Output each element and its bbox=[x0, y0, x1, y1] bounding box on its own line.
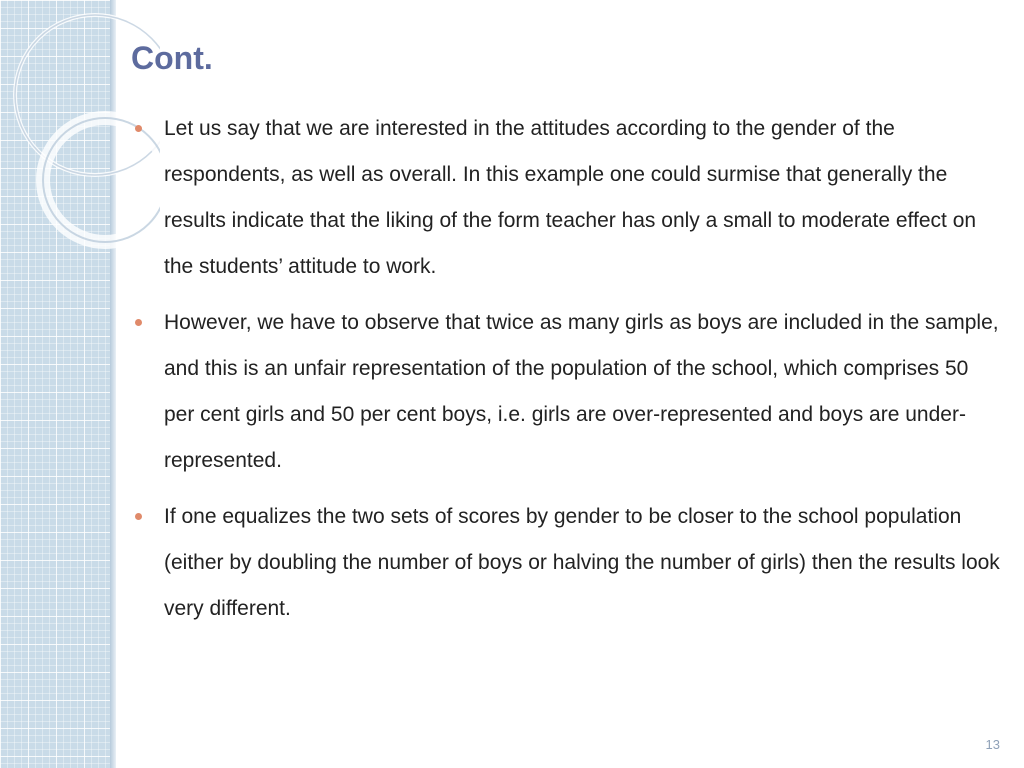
slide-title: Cont. bbox=[131, 40, 213, 76]
bullet-icon bbox=[135, 125, 142, 132]
bullet-list bbox=[131, 106, 1001, 632]
page-number: 13 bbox=[985, 737, 1000, 752]
bullet-text: However, we have to observe that twice as many girls as boys are included in the sample, and this is an unfair representation of the population of the school, which comprises 50 per cent girls and 50 per cent boys, i.e. girls are over-represented and boys are under-represented. bbox=[164, 311, 999, 472]
bullet-item bbox=[131, 106, 1001, 290]
bullet-icon bbox=[135, 513, 142, 520]
bullet-text: Let us say that we are interested in the attitudes according to the gender of the respondents, as well as overall. In this example one could surmise that generally the results indicate that the liking of the form teacher has only a small to moderate effect on the students’ attitude to work. bbox=[164, 117, 977, 278]
bullet-text: If one equalizes the two sets of scores by gender to be closer to the school population (either by doubling the number of boys or halving the number of girls) then the results look very different. bbox=[164, 505, 1000, 620]
bullet-item bbox=[131, 300, 1001, 484]
slide-body bbox=[131, 106, 1001, 642]
bullet-icon bbox=[135, 319, 142, 326]
bullet-item bbox=[131, 494, 1001, 632]
